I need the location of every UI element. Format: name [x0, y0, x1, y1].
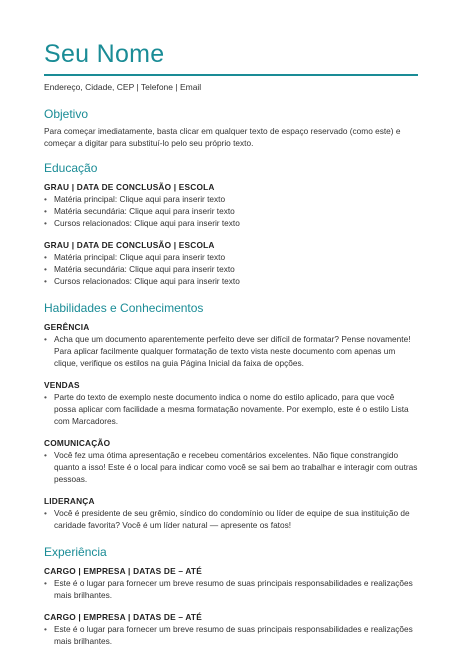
list-item[interactable]: • Matéria secundária: Clique aqui para inserir texto: [44, 205, 418, 217]
skill-heading[interactable]: GERÊNCIA: [44, 322, 90, 332]
list-item[interactable]: • Matéria secundária: Clique aqui para inserir texto: [44, 263, 418, 275]
skill-group: [44, 379, 418, 427]
header-divider: [44, 74, 418, 76]
education-entry: [44, 239, 418, 287]
education-list: [44, 251, 418, 287]
education-heading[interactable]: GRAU | DATA DE CONCLUSÃO | ESCOLA: [44, 182, 215, 192]
skill-list: [44, 391, 418, 427]
skill-heading[interactable]: LIDERANÇA: [44, 496, 95, 506]
objective-text[interactable]: Para começar imediatamente, basta clicar em qualquer texto de espaço reservado (como este) e começar a digitar para substituí-lo pelo seu próprio texto.: [44, 126, 401, 148]
experience-title: Experiência: [44, 545, 107, 559]
education-title: Educação: [44, 161, 98, 175]
list-item[interactable]: • Parte do texto de exemplo neste documento indica o nome do estilo aplicado, para que você possa aplicar com facilidade a mesma formatação novamente. Por exemplo, este é o estilo Lista com Marcadores.: [44, 391, 418, 427]
resume-name[interactable]: Seu Nome: [44, 40, 165, 68]
experience-entry: [44, 565, 418, 601]
contact-line[interactable]: Endereço, Cidade, CEP | Telefone | Email: [44, 82, 202, 92]
skill-list: [44, 333, 418, 369]
list-item[interactable]: • Cursos relacionados: Clique aqui para inserir texto: [44, 217, 418, 229]
education-heading[interactable]: GRAU | DATA DE CONCLUSÃO | ESCOLA: [44, 240, 215, 250]
education-list: [44, 193, 418, 229]
experience-section: [44, 545, 418, 647]
list-item[interactable]: • Matéria principal: Clique aqui para inserir texto: [44, 251, 418, 263]
list-item[interactable]: • Você é presidente de seu grêmio, síndico do condomínio ou líder de equipe de sua instituição de caridade favorita? Você é um líder natural — apresente os fatos!: [44, 507, 418, 531]
skills-section: [44, 301, 418, 531]
experience-entry: [44, 611, 418, 647]
experience-heading[interactable]: CARGO | EMPRESA | DATAS DE – ATÉ: [44, 566, 202, 576]
skill-list: [44, 449, 418, 485]
skill-list: [44, 507, 418, 531]
list-item[interactable]: • Você fez uma ótima apresentação e recebeu comentários excelentes. Não fique constrangido quanto a isso! Este é o local para indicar como você se sai bem ao trabalhar e interagir com outras pessoas.: [44, 449, 418, 485]
education-section: [44, 161, 418, 287]
list-item[interactable]: • Cursos relacionados: Clique aqui para inserir texto: [44, 275, 418, 287]
skills-title: Habilidades e Conhecimentos: [44, 301, 204, 315]
objective-title: Objetivo: [44, 107, 89, 121]
skill-heading[interactable]: COMUNICAÇÃO: [44, 438, 111, 448]
objective-section: [44, 107, 418, 149]
list-item[interactable]: • Acha que um documento aparentemente perfeito deve ser difícil de formatar? Pense novamente! Para aplicar facilmente qualquer formatação de texto vista neste documento com apenas um clique, verifique os estilos na guia Página Inicial da faixa de opções.: [44, 333, 418, 369]
list-item[interactable]: • Este é o lugar para fornecer um breve resumo de suas principais responsabilidades e realizações mais brilhantes.: [44, 577, 418, 601]
experience-list: [44, 623, 418, 647]
skill-heading[interactable]: VENDAS: [44, 380, 80, 390]
education-entry: [44, 181, 418, 229]
skill-group: [44, 321, 418, 369]
list-item[interactable]: • Este é o lugar para fornecer um breve resumo de suas principais responsabilidades e realizações mais brilhantes.: [44, 623, 418, 647]
skill-group: [44, 437, 418, 485]
experience-list: [44, 577, 418, 601]
skill-group: [44, 495, 418, 531]
list-item[interactable]: • Matéria principal: Clique aqui para inserir texto: [44, 193, 418, 205]
experience-heading[interactable]: CARGO | EMPRESA | DATAS DE – ATÉ: [44, 612, 202, 622]
